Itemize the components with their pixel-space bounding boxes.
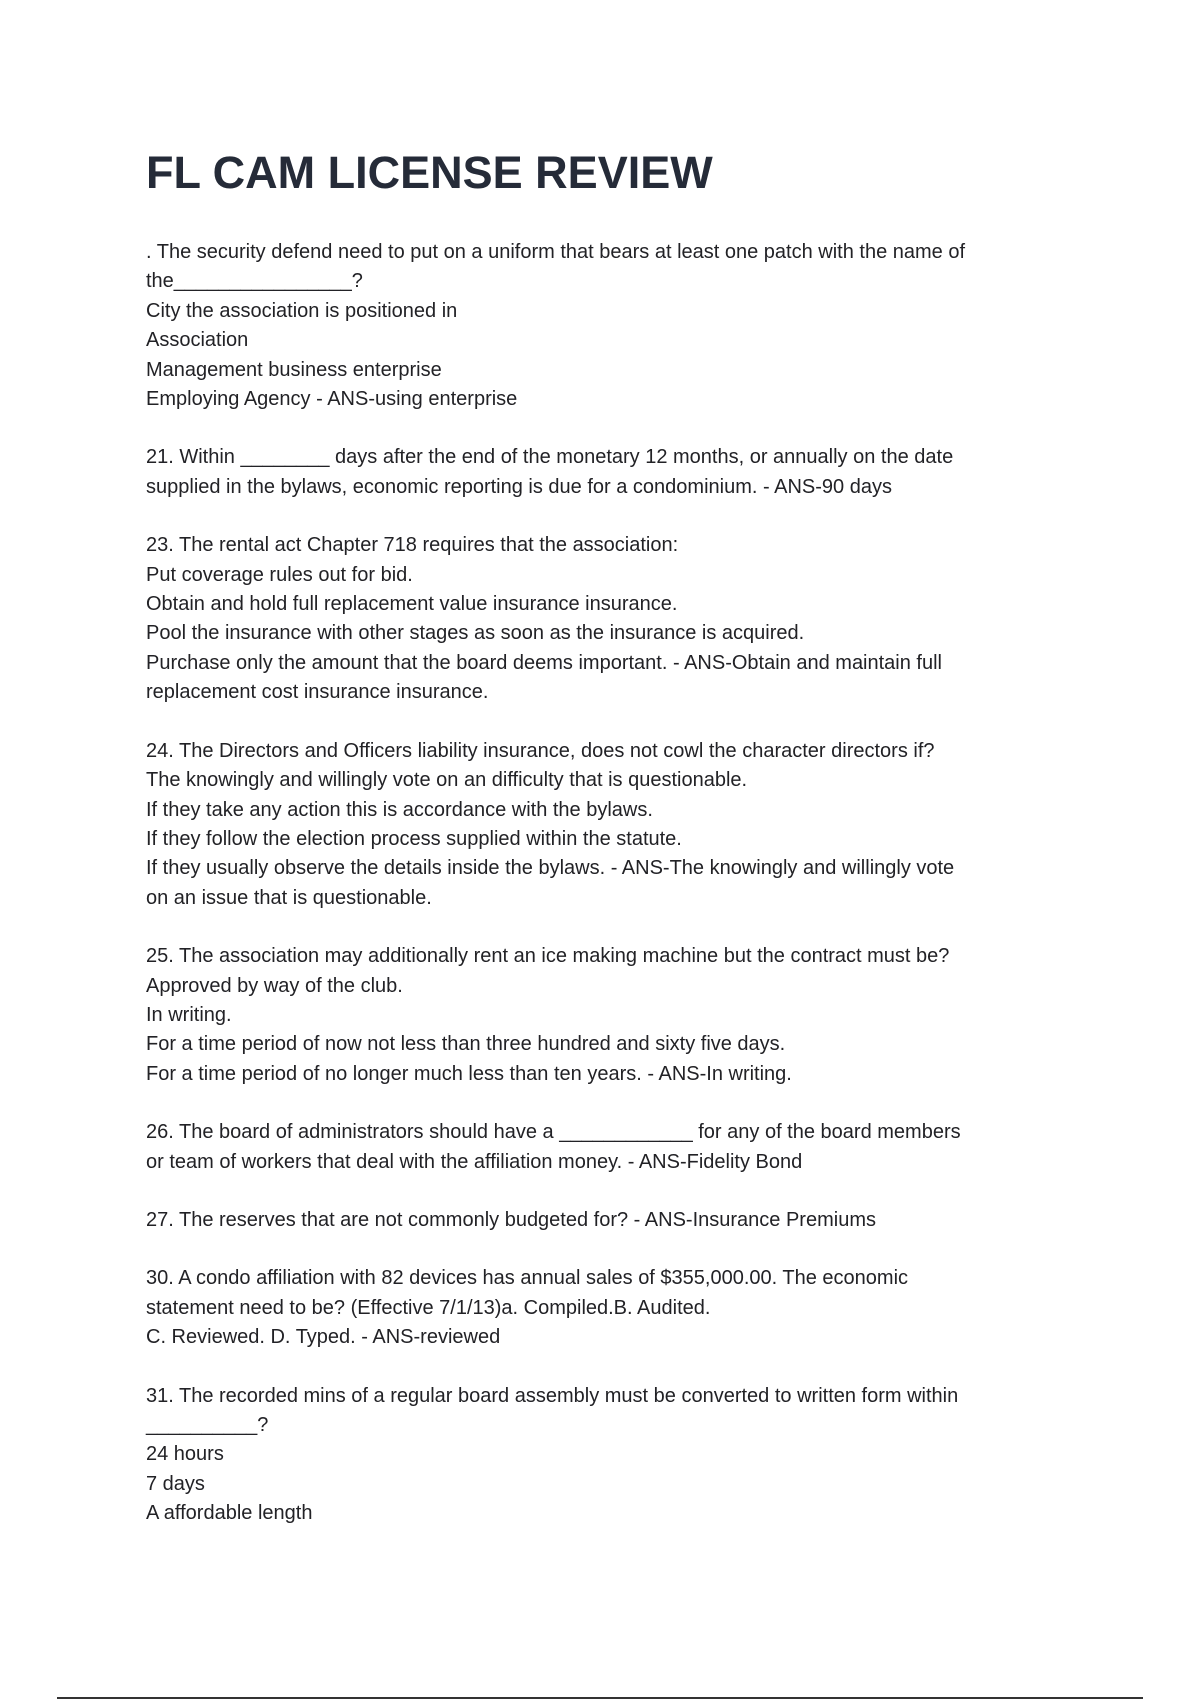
question-block	[146, 737, 1076, 913]
document-title: FL CAM LICENSE REVIEW	[146, 147, 713, 198]
answer-option: Association	[146, 329, 249, 352]
answer-option: In writing.	[146, 1003, 232, 1026]
question-text: 30. A condo affiliation with 82 devices has annual sales of $355,000.00. The economic	[146, 1267, 909, 1290]
answer-option: Approved by way of the club.	[146, 974, 403, 997]
question-block	[146, 1264, 1076, 1352]
answer-option: 7 days	[146, 1472, 205, 1495]
question-text: the________________?	[146, 270, 363, 293]
question-text: or team of workers that deal with the affiliation money. - ANS-Fidelity Bond	[146, 1150, 803, 1173]
question-text: . The security defend need to put on a uniform that bears at least one patch with the name of	[146, 241, 966, 263]
question-text: 31. The recorded mins of a regular board assembly must be converted to written form within	[146, 1384, 959, 1407]
answer-option: The knowingly and willingly vote on an difficulty that is questionable.	[146, 769, 748, 792]
page-bottom-divider	[57, 1697, 1143, 1699]
answer-option: Put coverage rules out for bid.	[146, 563, 413, 586]
answer-option: Pool the insurance with other stages as soon as the insurance is acquired.	[146, 622, 805, 645]
question-text: 26. The board of administrators should have a ____________ for any of the board members	[146, 1121, 961, 1144]
question-block	[146, 1382, 1076, 1529]
question-block	[146, 1118, 1076, 1177]
question-text: __________?	[146, 1414, 269, 1436]
answer-option: If they take any action this is accordance with the bylaws.	[146, 798, 653, 821]
answer-option: Obtain and hold full replacement value insurance insurance.	[146, 593, 678, 616]
answer-option: If they follow the election process supplied within the statute.	[146, 827, 682, 850]
answer-option: If they usually observe the details inside the bylaws. - ANS-The knowingly and willingly vote	[146, 857, 955, 880]
document-page	[146, 146, 1076, 1558]
question-text: 21. Within ________ days after the end of the monetary 12 months, or annually on the date	[146, 446, 954, 469]
question-block	[146, 1206, 1076, 1235]
answer-option: City the association is positioned in	[146, 299, 458, 322]
question-text: statement need to be? (Effective 7/1/13)a. Compiled.B. Audited.	[146, 1296, 711, 1319]
question-text: 27. The reserves that are not commonly budgeted for? - ANS-Insurance Premiums	[146, 1208, 876, 1231]
answer-option: For a time period of now not less than three hundred and sixty five days.	[146, 1033, 786, 1056]
question-text: 25. The association may additionally rent an ice making machine but the contract must be?	[146, 945, 950, 968]
question-block	[146, 443, 1076, 502]
question-text: supplied in the bylaws, economic reporting is due for a condominium. - ANS-90 days	[146, 475, 892, 498]
answer-option: A affordable length	[146, 1502, 313, 1525]
answer-option: on an issue that is questionable.	[146, 886, 432, 909]
answer-option: 24 hours	[146, 1443, 224, 1466]
answer-option: Management business enterprise	[146, 358, 442, 381]
answer-option: replacement cost insurance insurance.	[146, 681, 489, 704]
question-block	[146, 942, 1076, 1089]
answer-option: For a time period of no longer much less than ten years. - ANS-In writing.	[146, 1062, 792, 1085]
question-text: 23. The rental act Chapter 718 requires that the association:	[146, 534, 679, 557]
answer-option: Purchase only the amount that the board deems important. - ANS-Obtain and maintain full	[146, 651, 942, 674]
question-text: 24. The Directors and Officers liability insurance, does not cowl the character directors if?	[146, 739, 935, 762]
question-block	[146, 238, 1076, 414]
answer-option: Employing Agency - ANS-using enterprise	[146, 388, 518, 411]
question-block	[146, 531, 1076, 707]
question-text: C. Reviewed. D. Typed. - ANS-reviewed	[146, 1326, 501, 1349]
